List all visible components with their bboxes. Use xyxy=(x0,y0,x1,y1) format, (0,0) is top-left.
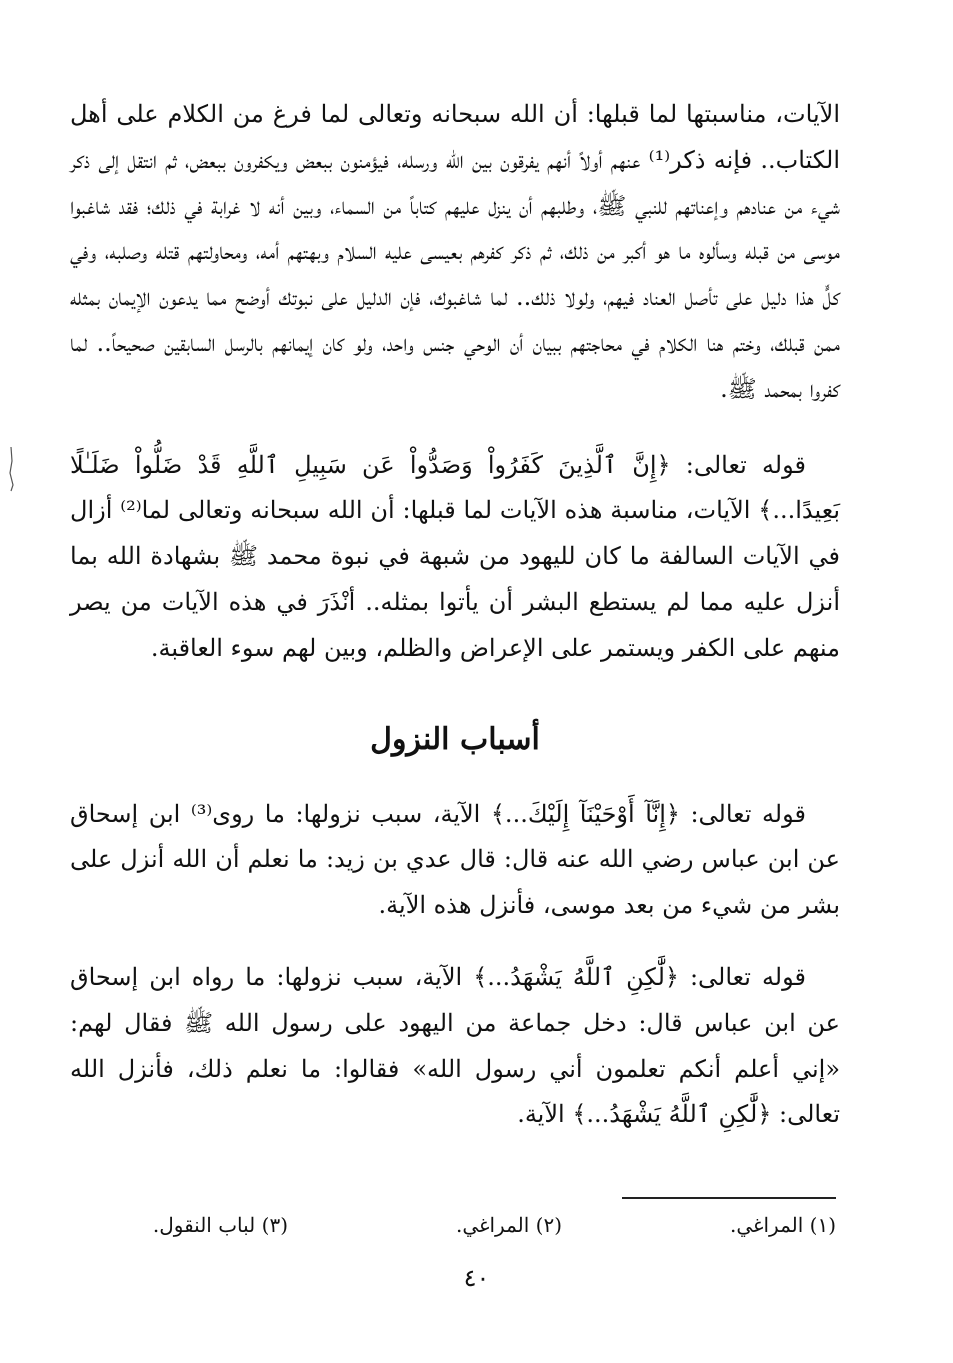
footnote-1: (١) المراغي. xyxy=(729,1213,836,1237)
paragraph-context-2-text: قوله تعالى: ﴿إِنَّ ٱلَّذِينَ كَفَرُواْ وَصَدُّواْ عَن سَبِيلِ ٱللَّهِ قَدْ ضَلُّواْ ضَلَـٰلًا بَعِيدًا...﴾ الآيات، مناسبة هذه الآيات لما قبلها: أن الله سبحانه وتعالى لما⁽²⁾ أزال في الآيات السالفة ما كان لليهود من شبهة في نبوة محمد ﷺ بشهادة الله بما أنزل عليه مما لم يستطع البشر أن يأتوا بمثله.. أنْذَرَ في هذه الآيات من يصر منهم على الكفر ويستمر على الإعراض والظلم، وبين لهم سوء العاقبة. xyxy=(70,450,840,662)
paragraph-reason-2-text: قوله تعالى: ﴿لَّٰكِنِ ٱللَّهُ يَشْهَدُ...﴾ الآية، سبب نزولها: ما رواه ابن إسحاق عن ابن عباس قال: دخل جماعة من اليهود على رسول الله ﷺ فقال لهم: «إني أعلم أنكم تعلمون أني رسول الله» فقالوا: ما نعلم ذلك، فأنزل الله تعالى: ﴿لَّٰكِنِ ٱللَّهُ يَشْهَدُ...﴾ الآية. xyxy=(70,962,840,1129)
footnote-2: (٢) المراغي. xyxy=(455,1213,562,1237)
scan-margin-mark xyxy=(4,445,18,493)
footnotes xyxy=(70,1209,840,1241)
paragraph-context-2 xyxy=(70,443,840,672)
paragraph-context-1: الآيات، مناسبتها لما قبلها: أن الله سبحانه وتعالى لما فرغ من الكلام على أهل الكتاب.. فإنه ذكر⁽¹⁾ عنهم أولاً أنهم يفرقون بين الله ورسله، فيؤمنون ببعض ويكفرون ببعض، ثم انتقل إلى ذكر شيء من عنادهم وإعناتهم للنبي ﷺ، وطلبهم أن ينزل عليهم كتاباً من السماء، وبين أنه لا غرابة في ذلك؛ فقد شاغبوا موسى من قبله وسألوه ما هو أكبر من ذلك، ثم ذكر كفرهم بعيسى عليه السلام وبهتهم أمه، ومحاولتهم قتله وصلبه، وفي كلٍّ هذا دليل على تأصل العناد فيهم، ولولا ذلك.. لما شاغبوك، فإن الدليل على نبوتك أوضح مما يدعون الإيمان بمثله ممن قبلك، وختم هنا الكلام في محاجتهم ببيان أن الوحي جنس واحد، ولو كان إيمانهم بالرسل السابقين صحيحاً.. لما كفروا بمحمد ﷺ. xyxy=(70,100,840,403)
page-number: ٤٠ xyxy=(463,1264,490,1292)
page-body xyxy=(70,92,840,1138)
footnote-3: (٣) لباب النقول. xyxy=(152,1213,288,1237)
paragraph-reason-1-text: قوله تعالى: ﴿إِنَّآ أَوْحَيْنَآ إِلَيْكَ...﴾ الآية، سبب نزولها: ما روى⁽³⁾ ابن إسحاق عن ابن عباس رضي الله عنه قال: قال عدي بن زيد: ما نعلم أن الله أنزل على بشر من شيء من بعد موسى، فأنزل هذه الآية. xyxy=(70,799,840,920)
paragraph-reason-1 xyxy=(70,792,840,929)
footnote-divider xyxy=(622,1197,836,1199)
paragraph-reason-2 xyxy=(70,955,840,1138)
section-title: أسباب النزول xyxy=(370,721,540,757)
